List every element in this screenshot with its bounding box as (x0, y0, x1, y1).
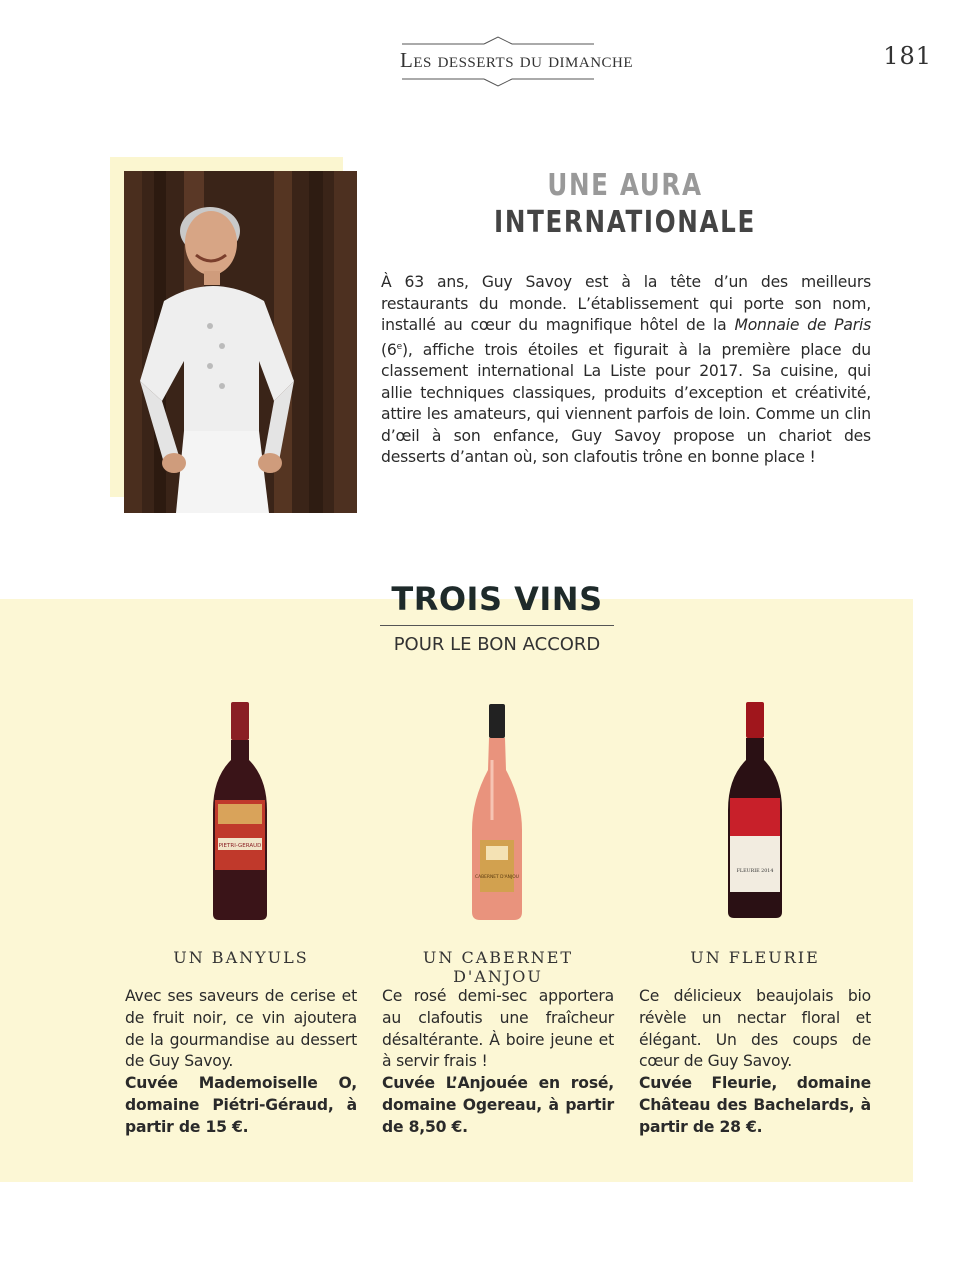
wines-subtitle: POUR LE BON ACCORD (393, 634, 601, 655)
cabernet-bottle-image (462, 700, 532, 922)
feature-paragraph (381, 272, 871, 469)
banyuls-bottle-image (205, 700, 275, 922)
feature-text-sup: e (396, 341, 402, 352)
wine-name-cabernet: UN CABERNET D'ANJOU (422, 948, 574, 986)
page-number: 181 (883, 42, 932, 70)
wine-purchase-info: Cuvée Mademoiselle O, domaine Piétri-Géraud, à partir de 15 €. (125, 1074, 357, 1136)
feature-heading (380, 168, 870, 242)
banyuls-label-text: PIETRI-GERAUD (218, 843, 262, 849)
wine-name-fleurie: UN FLEURIE (690, 948, 820, 967)
feature-heading-line2: INTERNATIONALE (494, 205, 756, 240)
wines-divider (380, 625, 614, 626)
wine-name-banyuls: UN BANYULS (173, 948, 309, 967)
feature-text-1: À 63 ans, Guy Savoy est à la tête d’un des meilleurs restaurants du monde. L’établissement qui porte son nom, installé au cœur du magnifique hôtel de la (381, 273, 871, 334)
wine-desc-text: Ce rosé demi-sec apportera au clafoutis une fraîcheur désaltérante. À boire jeune et à servir frais ! (382, 987, 614, 1071)
feature-text-3: ), affiche trois étoiles et figurait à la première place du classement international La Liste pour 2017. Sa cuisine, qui allie techniques classiques, produits d’exception et créativité, attire les amateurs, qui viennent parfois de loin. Comme un clin d’œil à son enfance, Guy Savoy propose un chariot des desserts d’antan où, son clafoutis trône en bonne place ! (381, 340, 871, 467)
chef-portrait (124, 171, 357, 513)
cabernet-label-text: CABERNET D'ANJOU (475, 875, 519, 880)
wine-purchase-info: Cuvée L’Anjouée en rosé, domaine Ogereau, à partir de 8,50 €. (382, 1074, 614, 1136)
feature-text-2: (6 (381, 340, 397, 359)
wine-description-banyuls (125, 986, 357, 1139)
fleurie-bottle-image (720, 700, 790, 922)
section-title: Les desserts du dimanche (400, 48, 634, 72)
wine-purchase-info: Cuvée Fleurie, domaine Château des Bachelards, à partir de 28 €. (639, 1074, 871, 1136)
wine-description-fleurie (639, 986, 871, 1139)
running-header (400, 36, 634, 90)
wine-desc-text: Ce délicieux beaujolais bio révèle un nectar floral et élégant. Un des coups de cœur de Guy Savoy. (639, 987, 871, 1071)
wine-description-cabernet (382, 986, 614, 1139)
feature-text-italic: Monnaie de Paris (734, 316, 872, 334)
feature-heading-line1: UNE AURA (547, 168, 703, 203)
wine-desc-text: Avec ses saveurs de cerise et de fruit noir, ce vin ajoutera de la gourmandise au dessert de Guy Savoy. (125, 987, 357, 1071)
wines-title: TROIS VINS (391, 580, 603, 618)
fleurie-label-text: FLEURIE 2014 (736, 869, 774, 874)
